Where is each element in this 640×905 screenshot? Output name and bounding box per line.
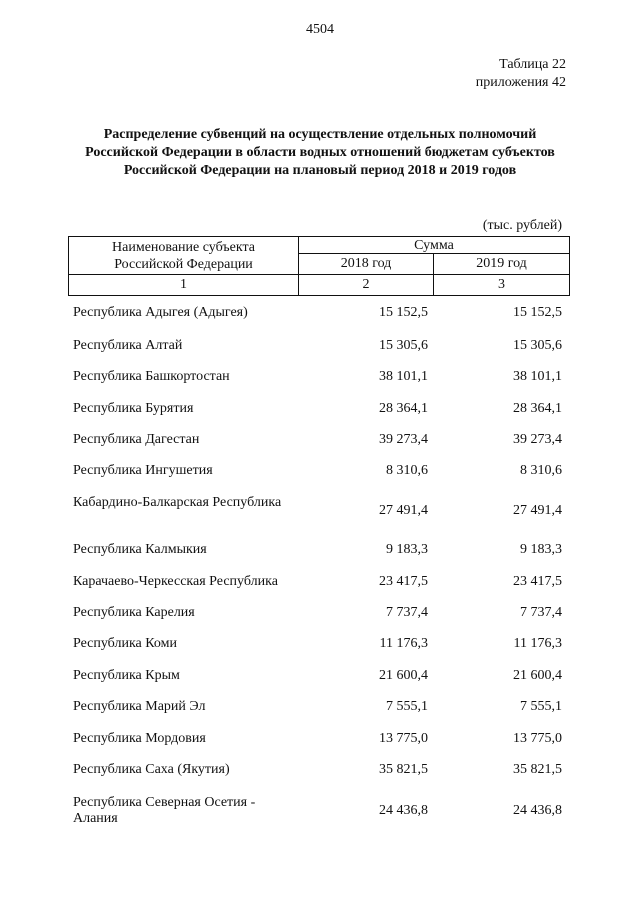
- value-2018: 7 737,4: [386, 605, 428, 620]
- value-2018: 15 305,6: [379, 338, 428, 353]
- document-title: Распределение субвенций на осуществление отдельных полномочий Российской Федерации в области водных отношений бюджетам субъектов Российской Федерации на плановый период 2018 и 2019 годов: [85, 127, 555, 178]
- table-reference: [476, 56, 566, 92]
- value-2019: 38 101,1: [513, 369, 562, 384]
- value-2019: 9 183,3: [520, 542, 562, 557]
- value-2018: 23 417,5: [379, 574, 428, 589]
- value-2018: 38 101,1: [379, 369, 428, 384]
- value-2019: 24 436,8: [513, 803, 562, 818]
- value-2018: 15 152,5: [379, 305, 428, 320]
- region-name: Кабардино-Балкарская Республика: [73, 495, 282, 510]
- value-2019: 15 152,5: [513, 305, 562, 320]
- value-2018: 24 436,8: [379, 803, 428, 818]
- region-name: Республика Мордовия: [73, 731, 206, 746]
- value-2019: 7 555,1: [520, 699, 562, 714]
- region-name: Республика Ингушетия: [73, 463, 213, 478]
- value-2019: 8 310,6: [520, 463, 562, 478]
- header-column-number-3: 3: [498, 277, 505, 292]
- page-number: 4504: [306, 22, 334, 37]
- header-column-number-1: 1: [69, 275, 299, 295]
- value-2018: 35 821,5: [379, 762, 428, 777]
- region-name: Республика Северная Осетия - Алания: [73, 795, 256, 826]
- region-name: Республика Марий Эл: [73, 699, 206, 714]
- value-2019: 23 417,5: [513, 574, 562, 589]
- value-2018: 27 491,4: [379, 503, 428, 518]
- region-name: Республика Саха (Якутия): [73, 762, 230, 777]
- region-name: Республика Башкортостан: [73, 369, 230, 384]
- value-2018: 11 176,3: [379, 636, 428, 651]
- region-name: Республика Бурятия: [73, 401, 194, 416]
- value-2018: 7 555,1: [386, 699, 428, 714]
- header-name-line2: Российской Федерации: [114, 257, 253, 272]
- region-name: Республика Калмыкия: [73, 542, 207, 557]
- header-year-2018: 2018 год: [299, 254, 434, 275]
- header-year-2019: 2019 год: [434, 254, 569, 275]
- region-name: Карачаево-Черкесская Республика: [73, 574, 278, 589]
- value-2018: 28 364,1: [379, 401, 428, 416]
- table-header: [68, 236, 570, 296]
- region-name: Республика Карелия: [73, 605, 195, 620]
- region-name: Республика Алтай: [73, 338, 183, 353]
- header-sum-cell: Сумма: [299, 237, 569, 254]
- header-name-cell: [69, 237, 299, 275]
- units-label: (тыс. рублей): [482, 218, 562, 233]
- value-2019: 28 364,1: [513, 401, 562, 416]
- region-name: Республика Крым: [73, 668, 180, 683]
- value-2019: 39 273,4: [513, 432, 562, 447]
- region-name: Республика Дагестан: [73, 432, 200, 447]
- value-2018: 13 775,0: [379, 731, 428, 746]
- value-2019: 7 737,4: [520, 605, 562, 620]
- value-2018: 39 273,4: [379, 432, 428, 447]
- region-name: Республика Адыгея (Адыгея): [73, 305, 248, 320]
- table-reference-line1: Таблица 22: [499, 57, 566, 72]
- value-2019: 35 821,5: [513, 762, 562, 777]
- value-2019: 13 775,0: [513, 731, 562, 746]
- value-2019: 27 491,4: [513, 503, 562, 518]
- table-reference-line2: приложения 42: [475, 75, 566, 90]
- header-column-number-2: 2: [299, 275, 434, 295]
- value-2019: 21 600,4: [513, 668, 562, 683]
- value-2018: 8 310,6: [386, 463, 428, 478]
- value-2019: 11 176,3: [513, 636, 562, 651]
- header-name-line1: Наименование субъекта: [112, 240, 255, 255]
- value-2018: 21 600,4: [379, 668, 428, 683]
- region-name: Республика Коми: [73, 636, 177, 651]
- value-2019: 15 305,6: [513, 338, 562, 353]
- value-2018: 9 183,3: [386, 542, 428, 557]
